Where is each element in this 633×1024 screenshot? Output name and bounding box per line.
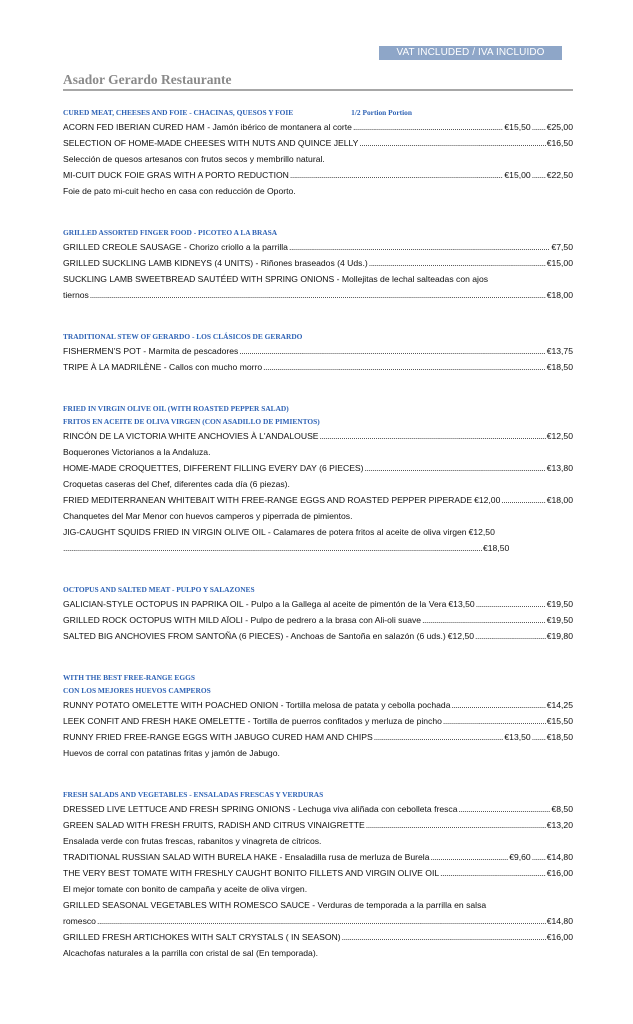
- menu-item: TRADITIONAL RUSSIAN SALAD WITH BURELA HAKE - Ensaladilla rusa de merluza de Burela ..... €9,60 ..... €14,80: [63, 849, 573, 865]
- price: €15,50: [546, 716, 573, 726]
- menu-item: SELECTION OF HOME-MADE CHEESES WITH NUTS AND QUINCE JELLY ..... €16,50: [63, 135, 573, 151]
- menu-item: GRILLED FRESH ARTICHOKES WITH SALT CRYSTALS ( IN SEASON) ..... €16,00: [63, 929, 573, 945]
- price: €19,50: [546, 615, 573, 625]
- item-description: Foie de pato mi-cuit hecho en casa con reducción de Oporto.: [63, 186, 296, 196]
- price: €16,00: [546, 932, 573, 942]
- price: €16,50: [546, 138, 573, 148]
- item-description: Ensalada verde con frutas frescas, rabanitos y vinagreta de cítricos.: [63, 836, 322, 846]
- section-title: FRESH SALADS AND VEGETABLES - ENSALADAS FRESCAS Y VERDURAS: [63, 790, 324, 799]
- price: €19,80: [546, 631, 573, 641]
- menu-item: GALICIAN-STYLE OCTOPUS IN PAPRIKA OIL - Pulpo a la Gallega al aceite de pimentón de la Vera €13,50 ..... €19,50: [63, 596, 573, 612]
- price: €14,25: [546, 700, 573, 710]
- menu-item: FISHERMEN'S POT - Marmita de pescadores ..... €13,75: [63, 343, 573, 359]
- menu-item: SUCKLING LAMB SWEETBREAD SAUTÉED WITH SPRING ONIONS - Mollejitas de lechal salteadas con ajos: [63, 274, 489, 284]
- header-divider: [63, 89, 573, 91]
- half-price: €13,50: [448, 599, 475, 609]
- item-description: Alcachofas naturales a la parrilla con cristal de sal (En temporada).: [63, 948, 319, 958]
- item-description: El mejor tomate con bonito de campaña y aceite de oliva virgen.: [63, 884, 308, 894]
- menu-section: [63, 671, 573, 761]
- section-subtitle: CON LOS MEJORES HUEVOS CAMPEROS: [63, 686, 211, 695]
- half-price: €15,00: [504, 170, 531, 180]
- price: €14,80: [546, 852, 573, 862]
- section-title: TRADITIONAL STEW OF GERARDO - LOS CLÁSICOS DE GERARDO: [63, 332, 303, 341]
- half-price: €9,60: [509, 852, 531, 862]
- item-continuation: [63, 540, 573, 556]
- half-price: €12,50: [447, 631, 475, 641]
- section-title: GRILLED ASSORTED FINGER FOOD - PICOTEO A LA BRASA: [63, 228, 278, 237]
- half-price: €12,00: [474, 495, 501, 505]
- price: €16,00: [546, 868, 573, 878]
- half-price: €12,50: [468, 527, 495, 537]
- item-description: Chanquetes del Mar Menor con huevos camperos y piperrada de pimientos.: [63, 511, 353, 521]
- price: €18,00: [546, 290, 573, 300]
- menu-content: [63, 106, 573, 961]
- menu-section: [63, 106, 573, 199]
- restaurant-name: Asador Gerardo Restaurante: [63, 72, 232, 87]
- menu-section: [63, 330, 573, 375]
- price: €14,80: [546, 916, 573, 926]
- menu-section: [63, 226, 573, 303]
- price: €13,20: [546, 820, 573, 830]
- price: €13,75: [546, 346, 573, 356]
- item-description: Croquetas caseras del Chef, diferentes cada día (6 piezas).: [63, 479, 290, 489]
- menu-item: GRILLED SEASONAL VEGETABLES WITH ROMESCO SAUCE - Verduras de temporada a la parrilla en salsa: [63, 900, 487, 910]
- section-title: FRIED IN VIRGIN OLIVE OIL (WITH ROASTED PEPPER SALAD): [63, 404, 289, 413]
- price: €18,00: [546, 495, 573, 505]
- portion-header: 1/2 Portion Portion: [351, 108, 412, 117]
- price: €8,50: [551, 804, 573, 814]
- menu-item: TRIPE À LA MADRILÈNE - Callos con mucho morro ..... €18,50: [63, 359, 573, 375]
- price: €18,50: [546, 362, 573, 372]
- price: €7,50: [551, 242, 573, 252]
- menu-section: [63, 583, 573, 644]
- menu-item: GRILLED SUCKLING LAMB KIDNEYS (4 UNITS) - Riñones braseados (4 Uds.) ..... €15,00: [63, 255, 573, 271]
- menu-section: [63, 402, 573, 556]
- menu-item: FRIED MEDITERRANEAN WHITEBAIT WITH FREE-RANGE EGGS AND ROASTED PEPPER PIPERADE €12,00 ..... €18,00: [63, 492, 573, 508]
- price: €25,00: [546, 122, 573, 132]
- price: €15,00: [546, 258, 573, 268]
- menu-section: [63, 788, 573, 961]
- section-title: CURED MEAT, CHEESES AND FOIE - CHACINAS, QUESOS Y FOIE 1/2 Portion Portion: [63, 108, 412, 117]
- menu-item: RINCÓN DE LA VICTORIA WHITE ANCHOVIES À L'ANDALOUSE ..... €12,50: [63, 428, 573, 444]
- menu-item: THE VERY BEST TOMATE WITH FRESHLY CAUGHT BONITO FILLETS AND VIRGIN OLIVE OIL ..... €16,00: [63, 865, 573, 881]
- price: €18,50: [483, 543, 510, 553]
- item-continuation: tiernos ..... €18,00: [63, 287, 573, 303]
- price: €18,50: [546, 732, 573, 742]
- price: €12,50: [546, 431, 573, 441]
- menu-item: RUNNY POTATO OMELETTE WITH POACHED ONION - Tortilla melosa de patata y cebolla pochada ..... €14,25: [63, 697, 573, 713]
- item-description: Selección de quesos artesanos con frutos secos y membrillo natural.: [63, 154, 325, 164]
- menu-item: JIG-CAUGHT SQUIDS FRIED IN VIRGIN OLIVE OIL - Calamares de potera fritos al aceite de oliva virgen €12,50: [63, 524, 573, 540]
- price: €19,50: [546, 599, 573, 609]
- menu-item: GRILLED CREOLE SAUSAGE - Chorizo criollo a la parrilla ..... €7,50: [63, 239, 573, 255]
- menu-item: SALTED BIG ANCHOVIES FROM SANTOÑA (6 PIECES) - Anchoas de Santoña en salazón (6 uds.) €12,50 ..... €19,80: [63, 628, 573, 644]
- menu-item: RUNNY FRIED FREE-RANGE EGGS WITH JABUGO CURED HAM AND CHIPS ..... €13,50 ..... €18,50: [63, 729, 573, 745]
- menu-item: HOME-MADE CROQUETTES, DIFFERENT FILLING EVERY DAY (6 PIECES) ..... €13,80: [63, 460, 573, 476]
- menu-item: ACORN FED IBERIAN CURED HAM - Jamón ibérico de montanera al corte ..... €15,50 ..... €25,00: [63, 119, 573, 135]
- menu-item: GRILLED ROCK OCTOPUS WITH MILD AÏOLI - Pulpo de pedrero a la brasa con Ali-oli suave ..... €19,50: [63, 612, 573, 628]
- menu-item: LEEK CONFIT AND FRESH HAKE OMELETTE - Tortilla de puerros confitados y merluza de pincho ..... €15,50: [63, 713, 573, 729]
- vat-included-badge: VAT INCLUDED / IVA INCLUIDO: [379, 46, 562, 60]
- price: €13,80: [546, 463, 573, 473]
- price: €22,50: [546, 170, 573, 180]
- section-title: WITH THE BEST FREE-RANGE EGGS: [63, 673, 195, 682]
- menu-item: GREEN SALAD WITH FRESH FRUITS, RADISH AND CITRUS VINAIGRETTE ..... €13,20: [63, 817, 573, 833]
- section-subtitle: FRITOS EN ACEITE DE OLIVA VIRGEN (CON ASADILLO DE PIMIENTOS): [63, 417, 320, 426]
- half-price: €13,50: [504, 732, 531, 742]
- item-continuation: romesco ..... €14,80: [63, 913, 573, 929]
- half-price: €15,50: [504, 122, 531, 132]
- section-title: OCTOPUS AND SALTED MEAT - PULPO Y SALAZONES: [63, 585, 255, 594]
- menu-item: DRESSED LIVE LETTUCE AND FRESH SPRING ONIONS - Lechuga viva aliñada con cebolleta fresca ..... €8,50: [63, 801, 573, 817]
- item-description: Boquerones Victorianos a la Andaluza.: [63, 447, 211, 457]
- menu-item: MI-CUIT DUCK FOIE GRAS WITH A PORTO REDUCTION ..... €15,00 ..... €22,50: [63, 167, 573, 183]
- item-description: Huevos de corral con patatinas fritas y jamón de Jabugo.: [63, 748, 280, 758]
